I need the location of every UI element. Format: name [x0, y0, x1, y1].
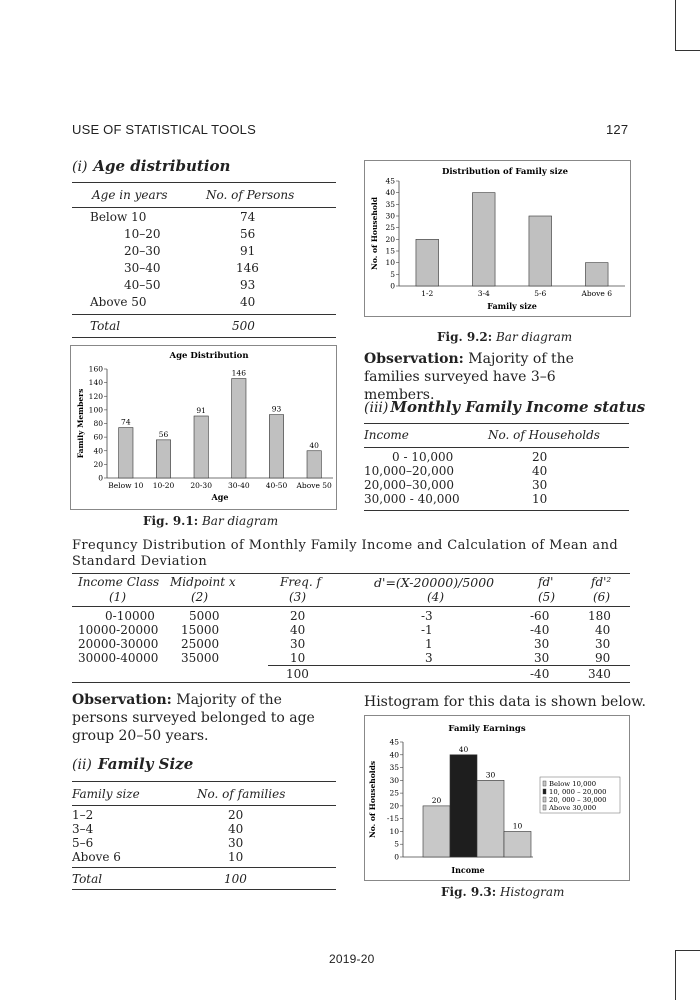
table-cell: 180 — [588, 609, 611, 623]
y-tick-label: 40 — [389, 750, 399, 760]
table-cell: -40 — [530, 623, 550, 637]
col-subheader: (3) — [289, 590, 306, 604]
legend-label: 20, 000 – 30,000 — [549, 796, 607, 804]
x-tick-label: 5-6 — [534, 289, 547, 298]
age-chart-box — [70, 345, 337, 510]
y-tick-label: 140 — [88, 378, 103, 388]
caption-number: Fig. 9.2: — [437, 330, 493, 344]
data-label: 40 — [458, 744, 469, 754]
legend-swatch — [543, 781, 546, 786]
bar — [423, 806, 450, 857]
observation-persons — [72, 691, 338, 745]
y-tick-label: 30 — [389, 775, 399, 785]
data-label: 91 — [196, 406, 206, 416]
data-label: 30 — [485, 770, 496, 780]
table-cell: 91 — [240, 244, 256, 258]
y-axis-label: Family Members — [76, 388, 85, 459]
col-header: fd'² — [591, 575, 612, 589]
table-cell: 20,000–30,000 — [364, 478, 454, 492]
data-label: 93 — [271, 404, 282, 414]
table-cell: Above 6 — [72, 850, 121, 864]
data-label: 146 — [231, 368, 246, 378]
income-section-title — [364, 398, 645, 416]
caption-number: Fig. 9.3: — [441, 885, 497, 899]
table-rule — [268, 665, 630, 666]
table-rule — [72, 781, 336, 782]
table-cell: 10–20 — [124, 227, 161, 241]
table-cell: 3 — [425, 651, 433, 665]
x-axis-label: Age — [211, 492, 229, 502]
table-cell: 30 — [290, 637, 306, 651]
y-tick-label: 0 — [394, 852, 399, 862]
section-title-text: Family Size — [97, 755, 194, 773]
y-tick-label: 160 — [88, 364, 103, 374]
table-cell: 10 — [228, 850, 244, 864]
x-tick-label: 3-4 — [477, 289, 490, 298]
section-title-text: Age distribution — [93, 157, 231, 175]
y-tick-label: -15 — [386, 814, 399, 824]
table-rule — [364, 447, 629, 448]
col-subheader: (6) — [593, 590, 610, 604]
y-tick-label: 100 — [88, 405, 103, 415]
table-cell: 30–40 — [124, 261, 161, 275]
crop-mark — [675, 950, 700, 951]
legend-swatch — [543, 805, 546, 810]
bar — [119, 428, 133, 478]
y-tick-label: 80 — [93, 419, 103, 428]
crop-mark — [675, 0, 676, 50]
table-rule — [72, 182, 336, 183]
col-header: Midpoint x — [170, 575, 236, 589]
bar — [472, 193, 495, 286]
bar — [194, 416, 208, 478]
legend-label: 10, 000 – 20,000 — [549, 788, 607, 796]
section-title-text: Monthly Family Income status — [390, 398, 646, 416]
table-cell: 40 — [290, 623, 306, 637]
x-tick-label: 30-40 — [228, 481, 250, 490]
y-tick-label: 5 — [394, 839, 399, 849]
col-header: Income Class — [78, 575, 160, 589]
chart-title: Age Distribution — [169, 351, 249, 361]
table-cell: 20 — [290, 609, 306, 623]
y-tick-label: 40 — [93, 446, 103, 456]
x-axis-label: Income — [451, 865, 485, 875]
caption-text: Histogram — [499, 885, 565, 899]
table-cell: 30000-40000 — [78, 651, 159, 665]
y-tick-label: 35 — [385, 199, 395, 209]
table-cell: 30 — [595, 637, 611, 651]
table-cell: 340 — [588, 667, 611, 681]
data-label: 10 — [512, 821, 523, 831]
table-cell: 20 — [532, 450, 548, 464]
observation-text: Majority of the families surveyed have 3–6 members. — [364, 351, 574, 403]
observation-families — [364, 350, 630, 404]
y-tick-label: 10 — [385, 258, 395, 268]
table-cell: 30 — [228, 836, 244, 850]
table-cell: 30 — [534, 637, 550, 651]
table-cell: 100 — [286, 667, 309, 681]
table-rule — [72, 314, 336, 315]
table-cell: 500 — [232, 319, 255, 333]
crop-mark — [675, 50, 700, 51]
footer-year: 2019-20 — [329, 952, 375, 966]
table-cell: -40 — [530, 667, 550, 681]
y-tick-label: 20 — [389, 801, 399, 811]
y-tick-label: 20 — [385, 234, 395, 244]
table-cell: 30 — [532, 478, 548, 492]
table-cell: -3 — [421, 609, 433, 623]
family-section-title — [72, 755, 193, 773]
table-rule — [72, 805, 336, 806]
x-tick-label: 10-20 — [152, 481, 175, 490]
legend-swatch — [543, 789, 546, 794]
legend-label: Above 30,000 — [549, 804, 597, 812]
table-cell: Total — [90, 319, 121, 333]
bar — [416, 239, 439, 286]
table-cell: 0-10000 — [105, 609, 155, 623]
table-rule — [72, 867, 336, 868]
col-header: Income — [364, 428, 409, 442]
fig1-caption — [143, 514, 278, 528]
caption-number: Fig. 9.1: — [143, 514, 199, 528]
table-cell: 5000 — [189, 609, 220, 623]
freq-table-title: Frequncy Distribution of Monthly Family Income and Calculation of Mean and Standard Deviation — [72, 538, 619, 569]
bar — [307, 451, 321, 478]
table-cell: 1–2 — [72, 808, 94, 822]
y-tick-label: 0 — [390, 281, 395, 291]
table-rule — [72, 682, 630, 683]
col-subheader: (4) — [427, 590, 444, 604]
legend-swatch — [543, 797, 546, 802]
col-subheader: (5) — [538, 590, 555, 604]
running-header: USE OF STATISTICAL TOOLS — [72, 122, 256, 137]
section-numeral: (i) — [72, 159, 88, 175]
x-tick-label: 40-50 — [265, 481, 288, 490]
table-cell: 20000-30000 — [78, 637, 159, 651]
table-cell: 20 — [228, 808, 244, 822]
caption-text: Bar diagram — [201, 514, 279, 528]
x-tick-label: 20-30 — [190, 481, 212, 490]
col-header: fd' — [538, 575, 554, 589]
income-histogram — [365, 716, 629, 880]
x-tick-label: Below 10 — [108, 481, 144, 490]
table-cell: 10 — [290, 651, 306, 665]
y-axis-label: No. of Households — [368, 760, 377, 839]
chart-title: Distribution of Family size — [441, 167, 569, 177]
bar — [477, 780, 504, 857]
table-cell: 0 - 10,000 — [392, 450, 454, 464]
age-section-title — [72, 157, 230, 175]
table-cell: 10000-20000 — [78, 623, 159, 637]
section-numeral: (iii) — [364, 400, 389, 416]
fig2-caption — [437, 330, 572, 344]
y-tick-label: 45 — [385, 176, 395, 186]
y-tick-label: 25 — [389, 788, 399, 798]
data-label: 20 — [431, 795, 442, 805]
table-cell: 40 — [532, 464, 548, 478]
chart-title: Family Earnings — [448, 724, 526, 734]
bar — [156, 440, 170, 478]
y-tick-label: 15 — [385, 246, 395, 256]
crop-mark — [675, 950, 676, 1000]
y-tick-label: 35 — [389, 763, 399, 773]
age-bar-chart — [71, 346, 336, 509]
table-cell: 146 — [236, 261, 259, 275]
fig3-caption — [441, 885, 564, 899]
y-axis-label: No. of Household — [370, 197, 379, 270]
y-tick-label: 0 — [98, 473, 103, 483]
table-rule — [72, 573, 630, 574]
table-cell: 56 — [240, 227, 256, 241]
income-chart-box — [364, 715, 630, 881]
col-header: Family size — [72, 787, 140, 801]
x-tick-label: Above 6 — [581, 289, 613, 298]
table-cell: 10,000–20,000 — [364, 464, 454, 478]
col-header: d'=(X-20000)/5000 — [374, 575, 495, 590]
family-bar-chart — [365, 161, 630, 316]
col-header: Age in years — [92, 188, 168, 202]
table-cell: 30 — [534, 651, 550, 665]
table-cell: 40–50 — [124, 278, 161, 292]
table-rule — [72, 207, 336, 208]
observation-label: Observation: — [72, 692, 172, 708]
bar — [450, 755, 477, 857]
y-tick-label: 120 — [88, 391, 103, 401]
col-subheader: (2) — [191, 590, 208, 604]
y-tick-label: 30 — [385, 211, 395, 221]
data-label: 40 — [309, 440, 319, 450]
bar — [504, 831, 531, 857]
col-header: No. of Persons — [206, 188, 295, 202]
x-axis-label: Family size — [487, 301, 537, 311]
table-cell: -1 — [421, 623, 433, 637]
table-cell: Above 50 — [90, 295, 147, 309]
bar — [232, 379, 246, 478]
data-label: 74 — [121, 417, 131, 427]
table-cell: 100 — [224, 872, 247, 886]
table-cell: Below 10 — [90, 210, 147, 224]
table-cell: 40 — [595, 623, 611, 637]
page-number: 127 — [606, 122, 629, 137]
table-cell: -60 — [530, 609, 550, 623]
table-cell: 5–6 — [72, 836, 94, 850]
y-tick-label: 45 — [389, 737, 399, 747]
table-cell: 20–30 — [124, 244, 161, 258]
table-cell: 35000 — [181, 651, 220, 665]
table-cell: 40 — [240, 295, 256, 309]
table-rule — [72, 889, 336, 890]
table-cell: 74 — [240, 210, 256, 224]
bar — [585, 263, 608, 286]
y-tick-label: 10 — [389, 826, 399, 836]
x-tick-label: 1-2 — [421, 289, 434, 298]
col-header: No. of families — [197, 787, 286, 801]
histogram-intro: Histogram for this data is shown below. — [364, 694, 647, 710]
section-numeral: (ii) — [72, 757, 92, 773]
bar — [529, 216, 552, 286]
family-chart-box — [364, 160, 631, 317]
table-rule — [72, 606, 630, 607]
y-tick-label: 60 — [93, 432, 103, 442]
table-rule — [72, 337, 336, 338]
table-cell: 30,000 - 40,000 — [364, 492, 460, 506]
y-tick-label: 40 — [385, 188, 395, 198]
y-tick-label: 25 — [385, 223, 395, 233]
x-tick-label: Above 50 — [296, 481, 332, 490]
table-cell: 15000 — [181, 623, 220, 637]
table-cell: 93 — [240, 278, 256, 292]
col-header: Freq. f — [280, 575, 321, 589]
table-cell: 90 — [595, 651, 611, 665]
observation-label: Observation: — [364, 351, 464, 367]
col-header: No. of Households — [488, 428, 600, 442]
y-tick-label: 5 — [390, 269, 395, 279]
col-subheader: (1) — [109, 590, 126, 604]
y-tick-label: 20 — [93, 459, 103, 469]
observation-text: Majority of the persons surveyed belonged to age group 20–50 years. — [72, 692, 315, 744]
table-cell: 1 — [425, 637, 433, 651]
table-cell: 3–4 — [72, 822, 94, 836]
legend-label: Below 10,000 — [549, 780, 597, 788]
table-cell: 25000 — [181, 637, 220, 651]
table-cell: 10 — [532, 492, 548, 506]
table-rule — [364, 510, 629, 511]
caption-text: Bar diagram — [495, 330, 573, 344]
table-cell: Total — [72, 872, 103, 886]
data-label: 56 — [158, 429, 169, 439]
table-cell: 40 — [228, 822, 244, 836]
bar — [269, 415, 283, 478]
table-rule — [364, 423, 629, 424]
